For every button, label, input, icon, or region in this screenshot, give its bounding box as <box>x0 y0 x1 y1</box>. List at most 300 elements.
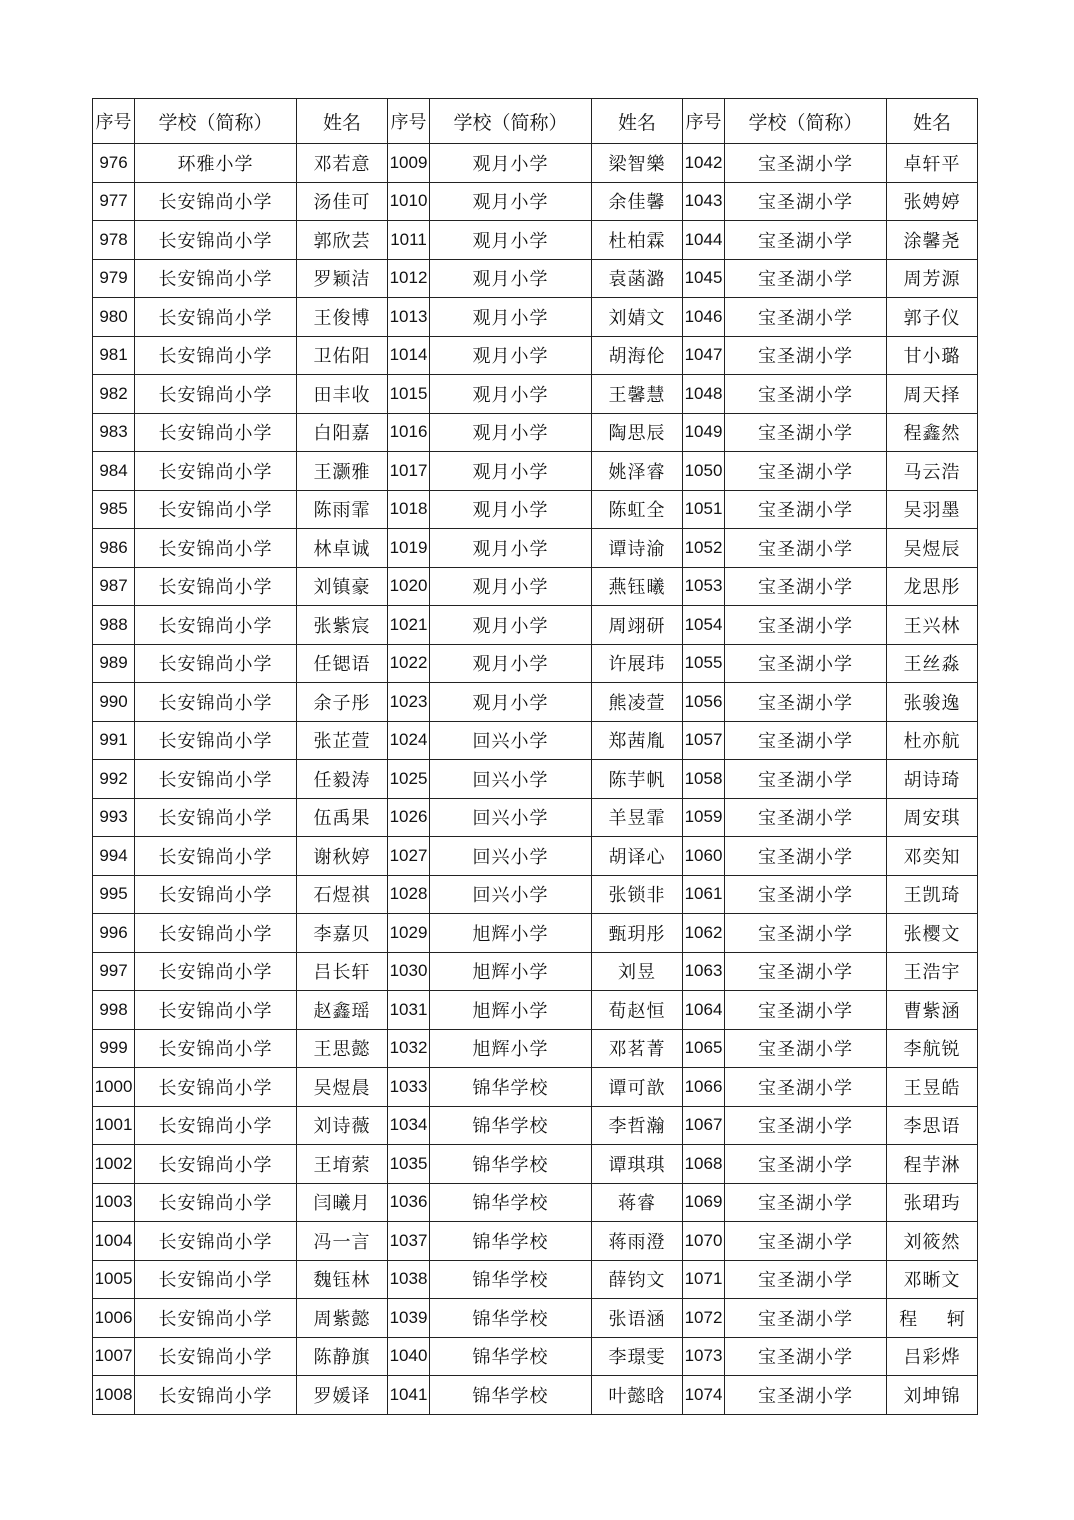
table-row <box>93 875 978 914</box>
name-cell: 熊凌萱 <box>592 683 683 722</box>
seq-cell: 1024 <box>388 721 430 760</box>
seq-cell: 1027 <box>388 837 430 876</box>
table-row <box>93 529 978 568</box>
school-cell: 长安锦尚小学 <box>135 529 297 568</box>
name-cell: 胡译心 <box>592 837 683 876</box>
school-cell: 观月小学 <box>430 375 592 414</box>
name-cell: 罗颖洁 <box>297 259 388 298</box>
seq-cell: 976 <box>93 144 135 183</box>
school-cell: 宝圣湖小学 <box>725 490 887 529</box>
school-cell: 宝圣湖小学 <box>725 1106 887 1145</box>
name-cell: 林卓诚 <box>297 529 388 568</box>
name-cell: 刘镇豪 <box>297 567 388 606</box>
school-cell: 长安锦尚小学 <box>135 1029 297 1068</box>
name-cell: 陈静旗 <box>297 1337 388 1376</box>
school-cell: 锦华学校 <box>430 1183 592 1222</box>
table-row <box>93 567 978 606</box>
table-row <box>93 1183 978 1222</box>
seq-cell: 1009 <box>388 144 430 183</box>
seq-cell: 1005 <box>93 1260 135 1299</box>
seq-cell: 1049 <box>683 413 725 452</box>
seq-cell: 1058 <box>683 760 725 799</box>
seq-cell: 993 <box>93 798 135 837</box>
seq-cell: 1050 <box>683 452 725 491</box>
seq-cell: 1029 <box>388 914 430 953</box>
table-row <box>93 1029 978 1068</box>
seq-cell: 991 <box>93 721 135 760</box>
seq-cell: 1064 <box>683 991 725 1030</box>
school-cell: 长安锦尚小学 <box>135 952 297 991</box>
name-cell: 杜柏霖 <box>592 221 683 260</box>
school-cell: 锦华学校 <box>430 1106 592 1145</box>
school-cell: 宝圣湖小学 <box>725 144 887 183</box>
school-cell: 回兴小学 <box>430 760 592 799</box>
seq-cell: 981 <box>93 336 135 375</box>
school-cell: 观月小学 <box>430 529 592 568</box>
name-cell: 伍禹果 <box>297 798 388 837</box>
school-cell: 长安锦尚小学 <box>135 1106 297 1145</box>
school-cell: 锦华学校 <box>430 1222 592 1261</box>
name-cell: 燕钰曦 <box>592 567 683 606</box>
name-cell: 谢秋婷 <box>297 837 388 876</box>
seq-cell: 977 <box>93 182 135 221</box>
school-cell: 宝圣湖小学 <box>725 914 887 953</box>
seq-cell: 1028 <box>388 875 430 914</box>
school-cell: 宝圣湖小学 <box>725 952 887 991</box>
name-cell: 李哲瀚 <box>592 1106 683 1145</box>
seq-cell: 1022 <box>388 644 430 683</box>
school-cell: 回兴小学 <box>430 875 592 914</box>
school-cell: 长安锦尚小学 <box>135 1299 297 1338</box>
seq-cell: 1023 <box>388 683 430 722</box>
seq-cell: 1056 <box>683 683 725 722</box>
name-cell: 张芷萱 <box>297 721 388 760</box>
name-cell: 刘诗薇 <box>297 1106 388 1145</box>
name-cell: 刘婧文 <box>592 298 683 337</box>
table-row <box>93 298 978 337</box>
school-cell: 宝圣湖小学 <box>725 182 887 221</box>
table-row <box>93 1145 978 1184</box>
name-cell: 白阳嘉 <box>297 413 388 452</box>
name-cell: 袁菡潞 <box>592 259 683 298</box>
name-cell: 程 轲 <box>887 1299 978 1338</box>
table-row <box>93 914 978 953</box>
header-school-1: 学校（简称） <box>135 99 297 144</box>
name-cell: 李璟雯 <box>592 1337 683 1376</box>
seq-cell: 1043 <box>683 182 725 221</box>
seq-cell: 995 <box>93 875 135 914</box>
table-row <box>93 1376 978 1415</box>
seq-cell: 997 <box>93 952 135 991</box>
table-row <box>93 1337 978 1376</box>
seq-cell: 1066 <box>683 1068 725 1107</box>
header-seq-3: 序号 <box>683 99 725 144</box>
seq-cell: 1048 <box>683 375 725 414</box>
school-cell: 环雅小学 <box>135 144 297 183</box>
school-cell: 回兴小学 <box>430 837 592 876</box>
name-cell: 张紫宸 <box>297 606 388 645</box>
name-cell: 许展玮 <box>592 644 683 683</box>
school-cell: 锦华学校 <box>430 1299 592 1338</box>
school-cell: 长安锦尚小学 <box>135 914 297 953</box>
school-cell: 宝圣湖小学 <box>725 336 887 375</box>
name-cell: 龙思彤 <box>887 567 978 606</box>
name-cell: 吕长轩 <box>297 952 388 991</box>
school-cell: 宝圣湖小学 <box>725 529 887 568</box>
name-cell: 邓若意 <box>297 144 388 183</box>
school-cell: 宝圣湖小学 <box>725 991 887 1030</box>
seq-cell: 985 <box>93 490 135 529</box>
seq-cell: 1000 <box>93 1068 135 1107</box>
table-row <box>93 452 978 491</box>
school-cell: 宝圣湖小学 <box>725 721 887 760</box>
school-cell: 长安锦尚小学 <box>135 1376 297 1415</box>
school-cell: 长安锦尚小学 <box>135 1337 297 1376</box>
school-cell: 锦华学校 <box>430 1068 592 1107</box>
seq-cell: 982 <box>93 375 135 414</box>
school-cell: 锦华学校 <box>430 1376 592 1415</box>
seq-cell: 1037 <box>388 1222 430 1261</box>
school-cell: 长安锦尚小学 <box>135 1145 297 1184</box>
table-row <box>93 1106 978 1145</box>
seq-cell: 1004 <box>93 1222 135 1261</box>
seq-cell: 1044 <box>683 221 725 260</box>
name-cell: 叶懿晗 <box>592 1376 683 1415</box>
header-seq-1: 序号 <box>93 99 135 144</box>
seq-cell: 994 <box>93 837 135 876</box>
name-cell: 李嘉贝 <box>297 914 388 953</box>
student-roster-table <box>92 98 978 1415</box>
seq-cell: 986 <box>93 529 135 568</box>
school-cell: 长安锦尚小学 <box>135 413 297 452</box>
school-cell: 回兴小学 <box>430 798 592 837</box>
school-cell: 观月小学 <box>430 144 592 183</box>
seq-cell: 1026 <box>388 798 430 837</box>
seq-cell: 983 <box>93 413 135 452</box>
table-row <box>93 144 978 183</box>
school-cell: 观月小学 <box>430 490 592 529</box>
school-cell: 宝圣湖小学 <box>725 875 887 914</box>
name-cell: 周紫懿 <box>297 1299 388 1338</box>
seq-cell: 1013 <box>388 298 430 337</box>
school-cell: 锦华学校 <box>430 1145 592 1184</box>
name-cell: 任锶语 <box>297 644 388 683</box>
header-seq-2: 序号 <box>388 99 430 144</box>
school-cell: 观月小学 <box>430 606 592 645</box>
name-cell: 张樱文 <box>887 914 978 953</box>
seq-cell: 980 <box>93 298 135 337</box>
seq-cell: 1042 <box>683 144 725 183</box>
seq-cell: 1057 <box>683 721 725 760</box>
school-cell: 长安锦尚小学 <box>135 798 297 837</box>
header-school-2: 学校（简称） <box>430 99 592 144</box>
table-row <box>93 1299 978 1338</box>
seq-cell: 1011 <box>388 221 430 260</box>
seq-cell: 1045 <box>683 259 725 298</box>
name-cell: 王思懿 <box>297 1029 388 1068</box>
name-cell: 张骏逸 <box>887 683 978 722</box>
name-cell: 吕彩烨 <box>887 1337 978 1376</box>
name-cell: 魏钰林 <box>297 1260 388 1299</box>
name-cell: 王馨慧 <box>592 375 683 414</box>
table-row <box>93 336 978 375</box>
name-cell: 王浩宇 <box>887 952 978 991</box>
school-cell: 观月小学 <box>430 182 592 221</box>
name-cell: 杜亦航 <box>887 721 978 760</box>
name-cell: 薛钧文 <box>592 1260 683 1299</box>
seq-cell: 990 <box>93 683 135 722</box>
name-cell: 陈虹全 <box>592 490 683 529</box>
seq-cell: 1060 <box>683 837 725 876</box>
name-cell: 羊昱霏 <box>592 798 683 837</box>
name-cell: 刘昱 <box>592 952 683 991</box>
school-cell: 锦华学校 <box>430 1337 592 1376</box>
school-cell: 宝圣湖小学 <box>725 1376 887 1415</box>
school-cell: 长安锦尚小学 <box>135 490 297 529</box>
school-cell: 宝圣湖小学 <box>725 837 887 876</box>
school-cell: 宝圣湖小学 <box>725 760 887 799</box>
name-cell: 谭琪琪 <box>592 1145 683 1184</box>
table-row <box>93 760 978 799</box>
name-cell: 刘坤锦 <box>887 1376 978 1415</box>
school-cell: 长安锦尚小学 <box>135 1260 297 1299</box>
school-cell: 长安锦尚小学 <box>135 375 297 414</box>
name-cell: 郭子仪 <box>887 298 978 337</box>
school-cell: 宝圣湖小学 <box>725 1222 887 1261</box>
seq-cell: 996 <box>93 914 135 953</box>
name-cell: 吴煜晨 <box>297 1068 388 1107</box>
header-name-3: 姓名 <box>887 99 978 144</box>
name-cell: 张珺玙 <box>887 1183 978 1222</box>
school-cell: 观月小学 <box>430 452 592 491</box>
school-cell: 宝圣湖小学 <box>725 1337 887 1376</box>
name-cell: 陈芋帆 <box>592 760 683 799</box>
seq-cell: 1038 <box>388 1260 430 1299</box>
seq-cell: 1039 <box>388 1299 430 1338</box>
name-cell: 张语涵 <box>592 1299 683 1338</box>
school-cell: 长安锦尚小学 <box>135 1183 297 1222</box>
school-cell: 长安锦尚小学 <box>135 837 297 876</box>
seq-cell: 1016 <box>388 413 430 452</box>
seq-cell: 1052 <box>683 529 725 568</box>
seq-cell: 1071 <box>683 1260 725 1299</box>
seq-cell: 1002 <box>93 1145 135 1184</box>
table-row <box>93 1260 978 1299</box>
table-row <box>93 1068 978 1107</box>
seq-cell: 1003 <box>93 1183 135 1222</box>
seq-cell: 988 <box>93 606 135 645</box>
seq-cell: 1073 <box>683 1337 725 1376</box>
table-row <box>93 182 978 221</box>
seq-cell: 1021 <box>388 606 430 645</box>
seq-cell: 1036 <box>388 1183 430 1222</box>
name-cell: 汤佳可 <box>297 182 388 221</box>
table-row <box>93 1222 978 1261</box>
school-cell: 观月小学 <box>430 567 592 606</box>
seq-cell: 1072 <box>683 1299 725 1338</box>
school-cell: 长安锦尚小学 <box>135 182 297 221</box>
table-row <box>93 490 978 529</box>
seq-cell: 1030 <box>388 952 430 991</box>
school-cell: 宝圣湖小学 <box>725 1068 887 1107</box>
seq-cell: 1019 <box>388 529 430 568</box>
name-cell: 余佳馨 <box>592 182 683 221</box>
name-cell: 邓茗菁 <box>592 1029 683 1068</box>
seq-cell: 1047 <box>683 336 725 375</box>
seq-cell: 1006 <box>93 1299 135 1338</box>
name-cell: 王昱皓 <box>887 1068 978 1107</box>
school-cell: 宝圣湖小学 <box>725 1299 887 1338</box>
seq-cell: 1053 <box>683 567 725 606</box>
school-cell: 宝圣湖小学 <box>725 1260 887 1299</box>
name-cell: 张娉婷 <box>887 182 978 221</box>
name-cell: 谭诗渝 <box>592 529 683 568</box>
name-cell: 余子彤 <box>297 683 388 722</box>
school-cell: 观月小学 <box>430 683 592 722</box>
school-cell: 长安锦尚小学 <box>135 298 297 337</box>
seq-cell: 1020 <box>388 567 430 606</box>
name-cell: 刘筱然 <box>887 1222 978 1261</box>
table-row <box>93 375 978 414</box>
school-cell: 长安锦尚小学 <box>135 875 297 914</box>
school-cell: 长安锦尚小学 <box>135 1222 297 1261</box>
name-cell: 李思语 <box>887 1106 978 1145</box>
school-cell: 宝圣湖小学 <box>725 1183 887 1222</box>
school-cell: 宝圣湖小学 <box>725 644 887 683</box>
seq-cell: 1046 <box>683 298 725 337</box>
school-cell: 宝圣湖小学 <box>725 221 887 260</box>
name-cell: 王凯琦 <box>887 875 978 914</box>
seq-cell: 1054 <box>683 606 725 645</box>
school-cell: 长安锦尚小学 <box>135 721 297 760</box>
table-body <box>93 144 978 1415</box>
school-cell: 观月小学 <box>430 413 592 452</box>
seq-cell: 1015 <box>388 375 430 414</box>
name-cell: 姚泽睿 <box>592 452 683 491</box>
seq-cell: 1014 <box>388 336 430 375</box>
name-cell: 陶思辰 <box>592 413 683 452</box>
seq-cell: 978 <box>93 221 135 260</box>
seq-cell: 1025 <box>388 760 430 799</box>
name-cell: 梁智樂 <box>592 144 683 183</box>
school-cell: 观月小学 <box>430 259 592 298</box>
school-cell: 宝圣湖小学 <box>725 413 887 452</box>
school-cell: 旭辉小学 <box>430 952 592 991</box>
school-cell: 观月小学 <box>430 298 592 337</box>
school-cell: 旭辉小学 <box>430 914 592 953</box>
school-cell: 长安锦尚小学 <box>135 336 297 375</box>
seq-cell: 1070 <box>683 1222 725 1261</box>
seq-cell: 1068 <box>683 1145 725 1184</box>
seq-cell: 1010 <box>388 182 430 221</box>
seq-cell: 1061 <box>683 875 725 914</box>
school-cell: 长安锦尚小学 <box>135 259 297 298</box>
name-cell: 王堉萦 <box>297 1145 388 1184</box>
name-cell: 甘小璐 <box>887 336 978 375</box>
seq-cell: 987 <box>93 567 135 606</box>
school-cell: 宝圣湖小学 <box>725 683 887 722</box>
school-cell: 长安锦尚小学 <box>135 567 297 606</box>
seq-cell: 1012 <box>388 259 430 298</box>
seq-cell: 984 <box>93 452 135 491</box>
name-cell: 卓轩平 <box>887 144 978 183</box>
name-cell: 荀赵恒 <box>592 991 683 1030</box>
name-cell: 郑茜胤 <box>592 721 683 760</box>
name-cell: 卫佑阳 <box>297 336 388 375</box>
school-cell: 长安锦尚小学 <box>135 606 297 645</box>
name-cell: 蒋睿 <box>592 1183 683 1222</box>
name-cell: 吴羽墨 <box>887 490 978 529</box>
name-cell: 田丰收 <box>297 375 388 414</box>
name-cell: 闫曦月 <box>297 1183 388 1222</box>
school-cell: 宝圣湖小学 <box>725 567 887 606</box>
school-cell: 回兴小学 <box>430 721 592 760</box>
name-cell: 邓奕知 <box>887 837 978 876</box>
school-cell: 观月小学 <box>430 221 592 260</box>
seq-cell: 1034 <box>388 1106 430 1145</box>
name-cell: 王俊博 <box>297 298 388 337</box>
seq-cell: 998 <box>93 991 135 1030</box>
school-cell: 长安锦尚小学 <box>135 452 297 491</box>
school-cell: 宝圣湖小学 <box>725 298 887 337</box>
table-row <box>93 221 978 260</box>
name-cell: 周天择 <box>887 375 978 414</box>
seq-cell: 1065 <box>683 1029 725 1068</box>
name-cell: 谭可歆 <box>592 1068 683 1107</box>
name-cell: 王灏雅 <box>297 452 388 491</box>
header-name-1: 姓名 <box>297 99 388 144</box>
school-cell: 宝圣湖小学 <box>725 606 887 645</box>
seq-cell: 1055 <box>683 644 725 683</box>
name-cell: 曹紫涵 <box>887 991 978 1030</box>
school-cell: 宝圣湖小学 <box>725 798 887 837</box>
school-cell: 长安锦尚小学 <box>135 221 297 260</box>
name-cell: 周安琪 <box>887 798 978 837</box>
school-cell: 长安锦尚小学 <box>135 644 297 683</box>
seq-cell: 1040 <box>388 1337 430 1376</box>
name-cell: 周芳源 <box>887 259 978 298</box>
name-cell: 周翊研 <box>592 606 683 645</box>
name-cell: 涂馨尧 <box>887 221 978 260</box>
name-cell: 胡海伦 <box>592 336 683 375</box>
seq-cell: 1062 <box>683 914 725 953</box>
name-cell: 罗媛译 <box>297 1376 388 1415</box>
school-cell: 锦华学校 <box>430 1260 592 1299</box>
seq-cell: 1059 <box>683 798 725 837</box>
name-cell: 邓晰文 <box>887 1260 978 1299</box>
name-cell: 吴煜辰 <box>887 529 978 568</box>
school-cell: 旭辉小学 <box>430 991 592 1030</box>
seq-cell: 979 <box>93 259 135 298</box>
name-cell: 张锁非 <box>592 875 683 914</box>
name-cell: 甄玥彤 <box>592 914 683 953</box>
school-cell: 长安锦尚小学 <box>135 991 297 1030</box>
seq-cell: 1051 <box>683 490 725 529</box>
table-row <box>93 991 978 1030</box>
school-cell: 观月小学 <box>430 336 592 375</box>
table-row <box>93 683 978 722</box>
name-cell: 李航锐 <box>887 1029 978 1068</box>
name-cell: 胡诗琦 <box>887 760 978 799</box>
seq-cell: 992 <box>93 760 135 799</box>
seq-cell: 1063 <box>683 952 725 991</box>
name-cell: 石煜祺 <box>297 875 388 914</box>
name-cell: 马云浩 <box>887 452 978 491</box>
seq-cell: 1041 <box>388 1376 430 1415</box>
header-name-2: 姓名 <box>592 99 683 144</box>
seq-cell: 1031 <box>388 991 430 1030</box>
name-cell: 程芋淋 <box>887 1145 978 1184</box>
